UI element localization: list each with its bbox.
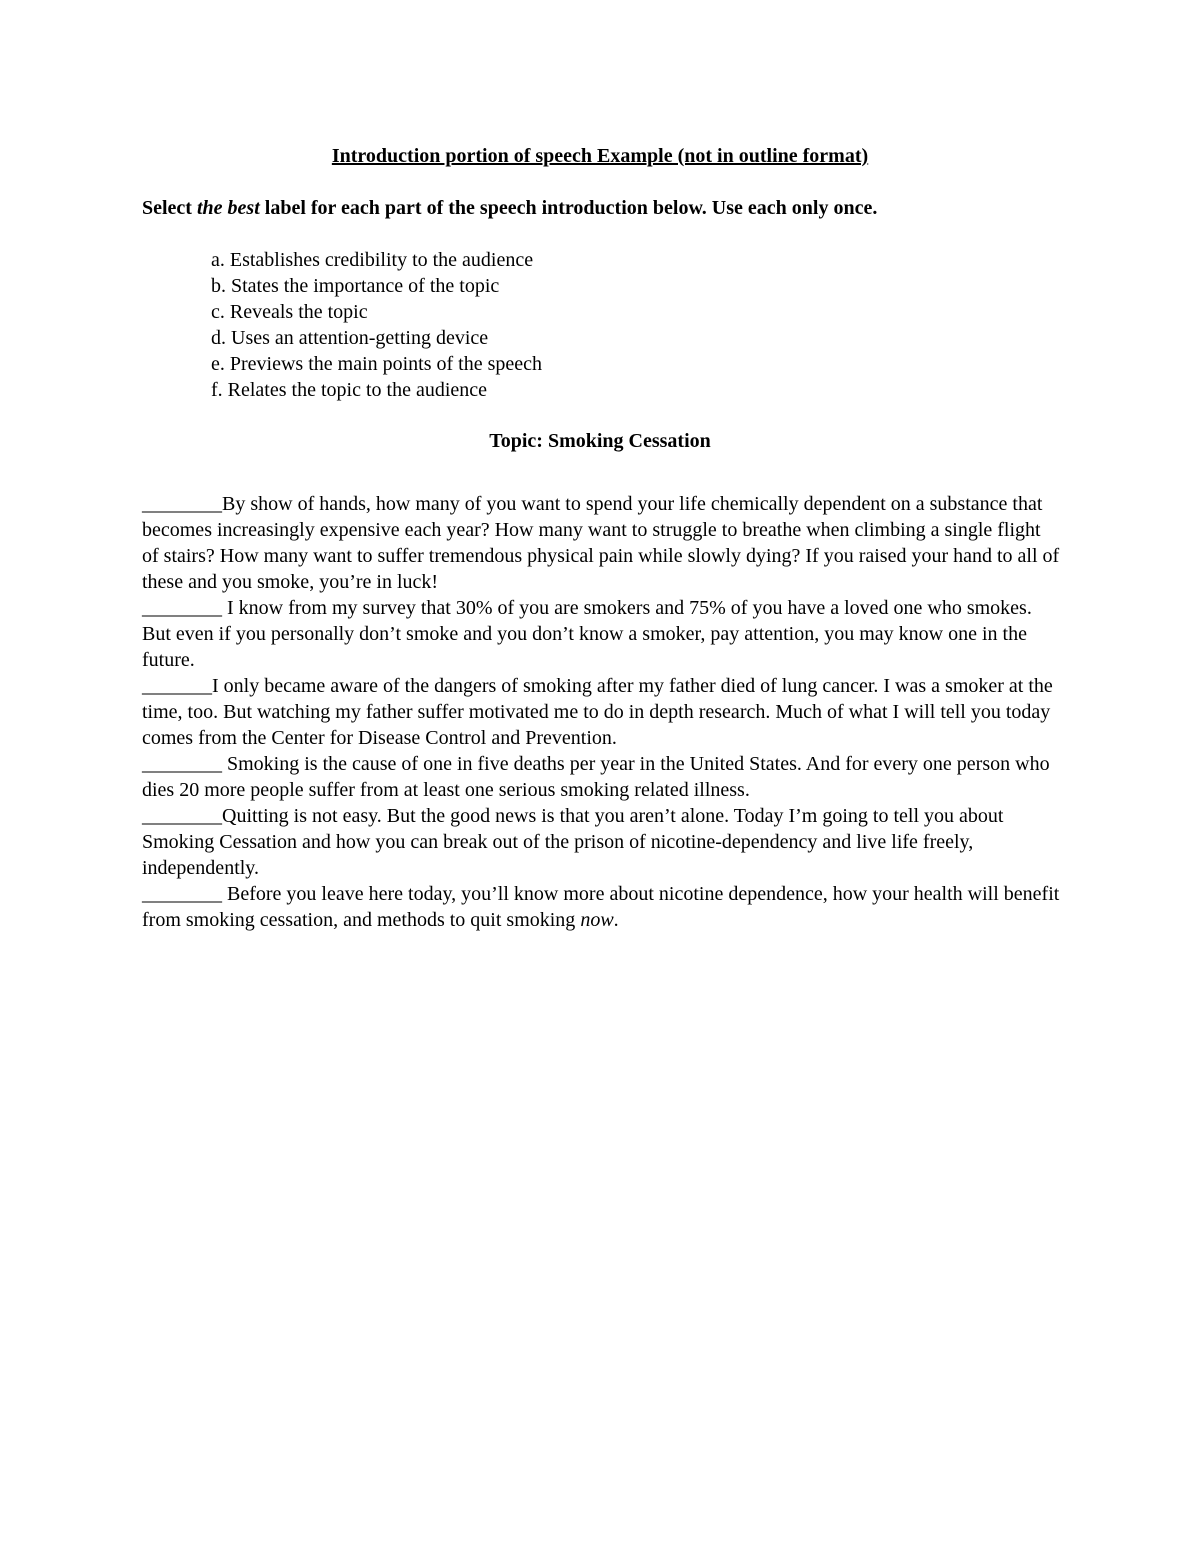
- answer-blank: ________: [142, 753, 222, 775]
- paragraph-text: Quitting is not easy. But the good news is that you aren’t alone. Today I’m going to tell you about Smoking Cessation and how you can break out of the prison of nicotine-dependency and live life freely, independently.: [142, 805, 1004, 879]
- paragraph-text: Smoking is the cause of one in five deaths per year in the United States. And for every one person who dies 20 more people suffer from at least one serious smoking related illness.: [142, 753, 1050, 801]
- paragraph-text: Before you leave here today, you’ll know more about nicotine dependence, how your health will benefit from smoking cessation, and methods to quit smoking: [142, 883, 1060, 931]
- instructions-suffix: label for each part of the speech introduction below. Use each only once.: [259, 197, 878, 219]
- label-option-e: e. Previews the main points of the speech: [211, 353, 543, 375]
- instructions: [142, 195, 877, 221]
- topic-heading: Topic: Smoking Cessation: [489, 430, 711, 452]
- answer-blank: _______: [142, 675, 212, 697]
- answer-blank: ________: [142, 883, 222, 905]
- paragraph-end: .: [613, 909, 619, 931]
- instructions-emphasis: the best: [196, 197, 260, 219]
- speech-paragraph-2: [142, 595, 1062, 673]
- speech-introduction: [142, 491, 1062, 933]
- paragraph-emphasis: now: [580, 909, 614, 931]
- label-option-d: d. Uses an attention-getting device: [211, 327, 489, 349]
- speech-paragraph-1: [142, 491, 1062, 595]
- label-option-a: a. Establishes credibility to the audience: [211, 249, 534, 271]
- instructions-prefix: Select: [142, 197, 197, 219]
- document-title: Introduction portion of speech Example (not in outline format): [331, 145, 869, 167]
- label-option-c: c. Reveals the topic: [211, 301, 368, 323]
- label-options-list: [211, 247, 542, 403]
- answer-blank: ________: [142, 805, 222, 827]
- answer-blank: ________: [142, 597, 222, 619]
- label-option-f: f. Relates the topic to the audience: [211, 379, 488, 401]
- paragraph-text: I only became aware of the dangers of smoking after my father died of lung cancer. I was a smoker at the time, too. But watching my father suffer motivated me to do in depth research. Much of what I will tell you today comes from the Center for Disease Control and Prevention.: [142, 675, 1053, 749]
- speech-paragraph-6: [142, 881, 1062, 933]
- speech-paragraph-4: [142, 751, 1062, 803]
- answer-blank: ________: [142, 493, 222, 515]
- speech-paragraph-5: [142, 803, 1062, 881]
- paragraph-text: By show of hands, how many of you want to spend your life chemically dependent on a substance that becomes increasingly expensive each year? How many want to struggle to breathe when climbing a single flight of stairs? How many want to suffer tremendous physical pain while slowly dying? If you raised your hand to all of these and you smoke, you’re in luck!: [142, 493, 1060, 593]
- speech-paragraph-3: [142, 673, 1062, 751]
- paragraph-text: I know from my survey that 30% of you are smokers and 75% of you have a loved one who smokes. But even if you personally don’t smoke and you don’t know a smoker, pay attention, you may know one in the future.: [142, 597, 1032, 671]
- label-option-b: b. States the importance of the topic: [211, 275, 500, 297]
